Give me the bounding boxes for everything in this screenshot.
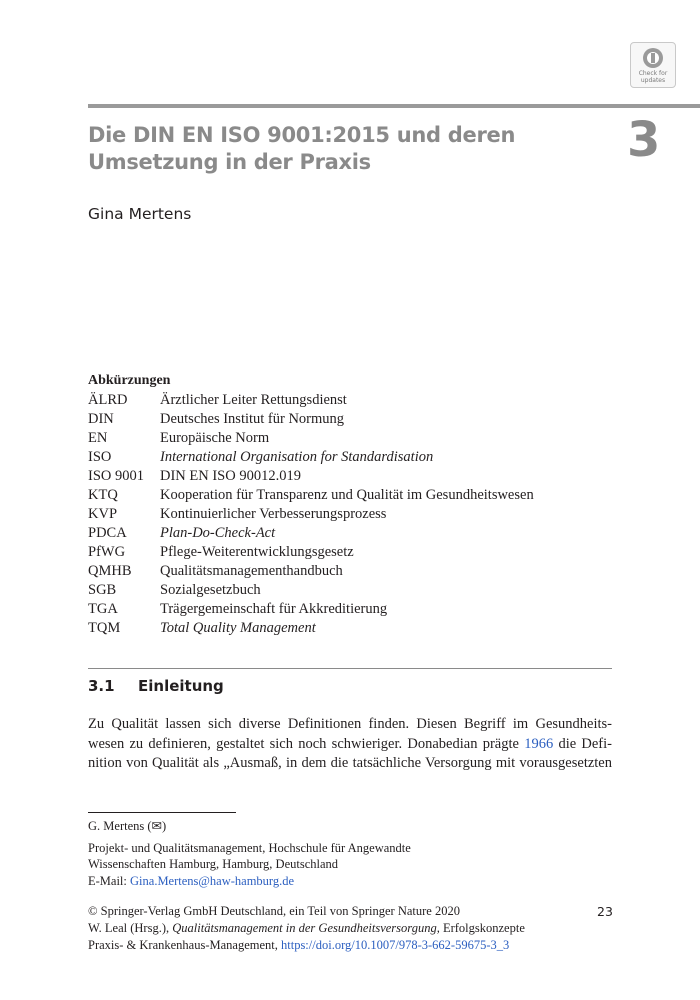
abbreviation-short: PfWG — [88, 544, 126, 560]
abbreviation-short: KTQ — [88, 487, 118, 503]
copyright-block — [88, 903, 612, 954]
body-line: Zu Qualität lassen sich diverse Definitionen finden. Diesen Begriff im Gesundheits- — [88, 716, 612, 732]
copyright-line: © Springer-Verlag GmbH Deutschland, ein Teil von Springer Nature 2020 — [88, 904, 460, 918]
abbreviation-long: DIN EN ISO 90012.019 — [160, 468, 301, 484]
abbreviation-long: Trägergemeinschaft für Akkreditierung — [160, 601, 388, 617]
badge-line1: Check for — [638, 70, 668, 77]
series-name: Erfolgskonzepte — [442, 921, 525, 935]
body-line-text: die Defi- — [558, 735, 612, 752]
body-paragraph — [88, 715, 612, 774]
abbreviation-long: Sozialgesetzbuch — [160, 582, 261, 598]
abbreviation-long: Plan-Do-Check-Act — [160, 525, 276, 541]
abbreviation-row — [88, 448, 618, 467]
abbreviation-long: Total Quality Management — [160, 620, 316, 636]
abbreviation-row — [88, 562, 618, 581]
book-title: Qualitätsmanagement in der Gesundheitsversorgung, — [172, 921, 440, 935]
abbreviation-short: KVP — [88, 506, 118, 522]
abbreviations-list — [88, 372, 618, 638]
abbreviation-long: Europäische Norm — [160, 430, 270, 446]
footnote-affiliation: Projekt- und Qualitätsmanagement, Hochschule für Angewandte — [88, 840, 411, 855]
abbreviation-long: Kooperation für Transparenz und Qualität im Gesundheitswesen — [160, 487, 534, 503]
abbreviation-short: QMHB — [88, 563, 132, 579]
chapter-title-line1: Die DIN EN ISO 9001:2015 und deren — [88, 123, 516, 147]
page-number: 23 — [597, 904, 613, 919]
footnote-rule — [88, 812, 236, 813]
email-label: E-Mail: — [88, 873, 127, 888]
footnote-author: G. Mertens (✉) — [88, 819, 167, 833]
body-line-text: wesen zu definieren, gestaltet sich noch schwieriger. Donabedian prägte — [88, 735, 519, 752]
abbreviation-short: ÄLRD — [88, 392, 128, 408]
abbreviation-row — [88, 581, 618, 600]
abbreviation-row — [88, 619, 618, 638]
abbreviation-short: TGA — [88, 601, 118, 617]
chapter-number: 3 — [627, 112, 661, 168]
section-rule — [88, 668, 612, 669]
abbreviation-row — [88, 543, 618, 562]
abbreviation-short: ISO — [88, 449, 112, 465]
abbreviation-long: Qualitätsmanagementhandbuch — [160, 563, 343, 579]
header-rule — [88, 104, 700, 108]
abbreviation-short: EN — [88, 430, 108, 446]
series-name: Praxis- & Krankenhaus-Management, — [88, 938, 278, 952]
abbreviation-row — [88, 505, 618, 524]
email-link[interactable]: Gina.Mertens@haw-hamburg.de — [130, 873, 295, 888]
citation-link[interactable]: 1966 — [524, 735, 554, 752]
abbreviation-row — [88, 600, 618, 619]
abbreviation-row — [88, 410, 618, 429]
abbreviation-row — [88, 524, 618, 543]
footnote-affiliation: Wissenschaften Hamburg, Hamburg, Deutschland — [88, 857, 339, 871]
section-number: 3.1 — [88, 677, 115, 695]
chapter-title — [88, 122, 548, 176]
abbreviation-row — [88, 486, 618, 505]
body-line: nition von Qualität als „Ausmaß, in dem die tatsächliche Versorgung mit vorausgesetzten — [88, 755, 612, 771]
abbreviation-short: SGB — [88, 582, 117, 598]
abbreviation-long: Kontinuierlicher Verbesserungsprozess — [160, 506, 387, 522]
section-title: Einleitung — [138, 677, 224, 695]
body-line — [88, 735, 612, 755]
crossmark-icon — [642, 47, 664, 69]
abbreviation-long: Pflege-Weiterentwicklungsgesetz — [160, 544, 354, 560]
abbreviation-short: PDCA — [88, 525, 127, 541]
abbreviation-short: DIN — [88, 411, 114, 427]
chapter-author: Gina Mertens — [88, 205, 192, 223]
doi-link[interactable]: https://doi.org/10.1007/978-3-662-59675-3_3 — [281, 938, 510, 952]
section-heading — [88, 676, 224, 696]
badge-line2: updates — [640, 77, 666, 84]
citation-line — [88, 920, 612, 937]
author-footnote — [88, 818, 612, 889]
check-for-updates-badge[interactable] — [630, 42, 676, 88]
abbreviation-long: International Organisation for Standardisation — [160, 449, 434, 465]
doi-line — [88, 937, 612, 954]
citation-editor: W. Leal (Hrsg.), — [88, 921, 170, 935]
abbreviation-long: Ärztlicher Leiter Rettungsdienst — [160, 392, 347, 408]
footnote-email-line — [88, 873, 612, 890]
abbreviation-row — [88, 391, 618, 410]
abbreviations-heading: Abkürzungen — [88, 373, 171, 388]
abbreviation-short: TQM — [88, 620, 121, 636]
abbreviation-short: ISO 9001 — [88, 468, 144, 484]
chapter-title-line2: Umsetzung in der Praxis — [88, 150, 371, 174]
abbreviation-long: Deutsches Institut für Normung — [160, 411, 345, 427]
abbreviation-row — [88, 429, 618, 448]
abbreviation-row — [88, 467, 618, 486]
